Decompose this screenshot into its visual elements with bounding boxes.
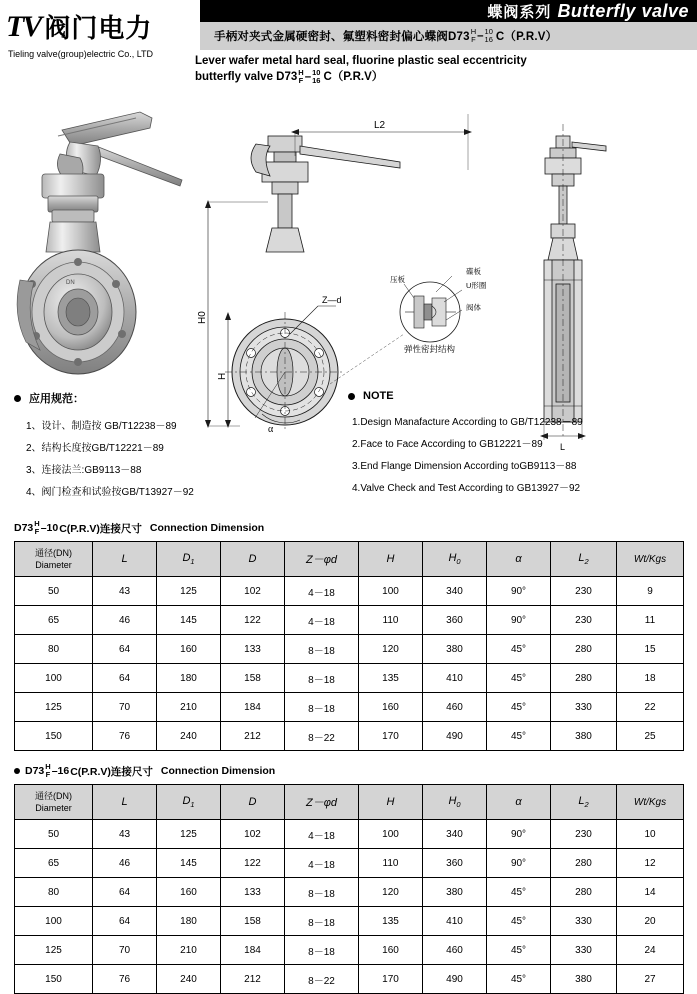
cell-d1: 240: [157, 965, 221, 994]
bullet-icon: [14, 395, 21, 402]
cell-d1: 145: [157, 606, 221, 635]
cell-alpha: 45°: [487, 635, 551, 664]
cell-h0: 380: [423, 635, 487, 664]
col-h0: $H_0$: [423, 542, 487, 577]
cell-d: 184: [221, 693, 285, 722]
table-row: [15, 820, 684, 849]
cell-weight: 14: [617, 878, 684, 907]
cell-h: 110: [359, 606, 423, 635]
header-description-en: [195, 54, 695, 85]
cell-d1: 160: [157, 635, 221, 664]
cell-l2: 380: [551, 722, 617, 751]
cell-d1: 180: [157, 664, 221, 693]
cell-h: 120: [359, 878, 423, 907]
col-h: H: [359, 542, 423, 577]
cell-weight: 22: [617, 693, 684, 722]
header-model-fraction-pn: 10 16: [484, 27, 493, 44]
col-d: D: [221, 542, 285, 577]
table2-title-a: D73: [25, 765, 45, 777]
cell-d: 122: [221, 606, 285, 635]
header-description-line2-b: C（P.R.V）: [323, 70, 384, 83]
cell-weight: 20: [617, 907, 684, 936]
cell-l2: 280: [551, 878, 617, 907]
note-item: 1.Design Manafacture According to GB/T12238－89: [352, 417, 583, 428]
cell-d: 158: [221, 664, 285, 693]
col-diameter: 通径(DN) Diameter: [15, 785, 93, 820]
table2-title-b: C(P.R.V)连接尺寸: [70, 765, 153, 778]
cell-h: 100: [359, 820, 423, 849]
header-description-line2-a: butterfly valve D73: [195, 70, 298, 83]
drawing-label-zd: Z—d: [322, 295, 342, 305]
connection-dimension-table-2: [14, 784, 684, 994]
seal-callout-fati: 阀体: [466, 303, 481, 312]
table-row: [15, 878, 684, 907]
cell-diameter: 80: [15, 878, 93, 907]
table1-fraction-hf: H F: [34, 519, 40, 536]
notes-section: [0, 390, 697, 520]
cell-weight: 18: [617, 664, 684, 693]
cell-h: 170: [359, 965, 423, 994]
seal-detail-title: 弹性密封结构: [404, 344, 456, 354]
cell-diameter: 50: [15, 820, 93, 849]
cell-alpha: 90°: [487, 820, 551, 849]
col-zd: Z－φd: [285, 785, 359, 820]
product-photo: [17, 112, 182, 374]
cell-h: 120: [359, 635, 423, 664]
logo-company-name-en: Tieling valve(group)electric Co., LTD: [8, 49, 154, 59]
cell-diameter: 100: [15, 664, 93, 693]
cell-diameter: 125: [15, 693, 93, 722]
table1-dash: –: [40, 522, 47, 534]
cell-d1: 125: [157, 577, 221, 606]
note-item: 4、阀门检查和试验按GB/T13927－92: [26, 487, 194, 498]
note-item: 3.End Flange Dimension According toGB9113－88: [352, 461, 577, 472]
cell-d: 102: [221, 577, 285, 606]
table1-title-en: Connection Dimension: [149, 522, 265, 534]
cell-l2: 330: [551, 907, 617, 936]
cell-l: 43: [93, 577, 157, 606]
cell-h: 135: [359, 664, 423, 693]
drawing-label-h0: H0: [197, 311, 208, 324]
table-row: [15, 936, 684, 965]
cell-l: 43: [93, 820, 157, 849]
cell-zd: 8－18: [285, 907, 359, 936]
logo-company-name-cn: 阀门电力: [44, 13, 153, 43]
svg-text:DN: DN: [66, 280, 75, 286]
cell-zd: 8－18: [285, 635, 359, 664]
cell-l2: 330: [551, 936, 617, 965]
cell-h0: 410: [423, 664, 487, 693]
company-logo: [6, 8, 196, 59]
header-title-bar: [200, 0, 697, 22]
header-subtitle-bar: [200, 22, 697, 50]
cell-d: 158: [221, 907, 285, 936]
cell-weight: 10: [617, 820, 684, 849]
cell-h0: 340: [423, 577, 487, 606]
table2-dash: –: [51, 765, 58, 777]
drawing-label-alpha: α: [268, 424, 274, 435]
cell-l2: 230: [551, 820, 617, 849]
note-item: 4.Valve Check and Test According to GB13927－92: [352, 483, 581, 494]
col-weight: Wt/Kgs: [617, 785, 684, 820]
cell-h0: 380: [423, 878, 487, 907]
note-item: 3、连接法兰:GB9113－88: [26, 465, 142, 476]
cell-l2: 280: [551, 664, 617, 693]
cell-l2: 280: [551, 849, 617, 878]
seal-callout-dieban: 碟板: [466, 267, 481, 276]
cell-diameter: 125: [15, 936, 93, 965]
cell-d1: 210: [157, 936, 221, 965]
table1-title-b: C(P.R.V)连接尺寸: [59, 522, 142, 535]
note-item: 2.Face to Face According to GB12221－89: [352, 439, 543, 450]
cell-h0: 360: [423, 606, 487, 635]
cell-weight: 11: [617, 606, 684, 635]
header-subtitle-cn-a: 手柄对夹式金属硬密封、氟塑料密封偏心蝶阀D73: [214, 31, 470, 43]
col-diameter: 通径(DN) Diameter: [15, 542, 93, 577]
cell-alpha: 45°: [487, 965, 551, 994]
table1-title-a: D73: [14, 522, 34, 534]
cell-l: 76: [93, 965, 157, 994]
cell-d1: 180: [157, 907, 221, 936]
cell-l: 70: [93, 936, 157, 965]
table-row: [15, 635, 684, 664]
cell-l: 46: [93, 849, 157, 878]
cell-zd: 4－18: [285, 849, 359, 878]
drawing-label-l2: L2: [374, 120, 386, 131]
table1-pn: 10: [46, 522, 59, 534]
notes-right-heading-row: [348, 390, 688, 402]
cell-d1: 240: [157, 722, 221, 751]
cell-d1: 210: [157, 693, 221, 722]
col-l: L: [93, 785, 157, 820]
cell-h: 100: [359, 577, 423, 606]
drawing-label-h: H: [217, 372, 228, 380]
cell-h: 170: [359, 722, 423, 751]
header-description-line2: [195, 69, 695, 85]
cell-weight: 24: [617, 936, 684, 965]
col-d1: $D_1$: [157, 542, 221, 577]
header-description-line1: Lever wafer metal hard seal, fluorine plastic seal eccentricity: [195, 55, 527, 67]
cell-l: 70: [93, 693, 157, 722]
table-row: [15, 664, 684, 693]
col-l2: $L_2$: [551, 542, 617, 577]
cell-alpha: 90°: [487, 577, 551, 606]
bullet-icon: [14, 768, 20, 774]
cell-diameter: 65: [15, 606, 93, 635]
cell-h0: 360: [423, 849, 487, 878]
notes-left-column: [14, 390, 344, 504]
cell-alpha: 90°: [487, 849, 551, 878]
cell-l: 64: [93, 907, 157, 936]
table-row: [15, 693, 684, 722]
table1-body: [15, 577, 684, 751]
cell-diameter: 50: [15, 577, 93, 606]
col-d: D: [221, 785, 285, 820]
table1-section: [14, 520, 683, 751]
cell-l: 64: [93, 664, 157, 693]
cell-d: 122: [221, 849, 285, 878]
cell-alpha: 45°: [487, 936, 551, 965]
header-title-en: Butterfly valve: [557, 0, 689, 21]
cell-h0: 490: [423, 722, 487, 751]
cell-zd: 8－18: [285, 664, 359, 693]
cell-h0: 340: [423, 820, 487, 849]
cell-l2: 230: [551, 577, 617, 606]
seal-detail: [330, 276, 462, 384]
note-item: 1、设计、制造按 GB/T12238－89: [26, 421, 177, 432]
cell-d1: 125: [157, 820, 221, 849]
cell-l2: 380: [551, 965, 617, 994]
cell-l2: 280: [551, 635, 617, 664]
col-h: H: [359, 785, 423, 820]
cell-alpha: 45°: [487, 693, 551, 722]
cell-zd: 4－18: [285, 606, 359, 635]
table-row: [15, 849, 684, 878]
seal-callout-uring: U形圈: [466, 281, 487, 290]
cell-h0: 490: [423, 965, 487, 994]
col-zd: Z－φd: [285, 542, 359, 577]
table2-title-en: Connection Dimension: [160, 765, 276, 777]
table-row: [15, 606, 684, 635]
col-weight: Wt/Kgs: [617, 542, 684, 577]
cell-l: 64: [93, 635, 157, 664]
cell-d: 133: [221, 635, 285, 664]
cell-alpha: 45°: [487, 878, 551, 907]
cell-d: 184: [221, 936, 285, 965]
page-header: [0, 0, 697, 85]
header-desc-fraction-pn: 10 16: [312, 68, 321, 85]
cell-l: 46: [93, 606, 157, 635]
cell-diameter: 80: [15, 635, 93, 664]
cell-zd: 8－22: [285, 722, 359, 751]
header-subtitle-cn-b: C（P.R.V）: [495, 31, 558, 43]
cell-l: 76: [93, 722, 157, 751]
header-title-cn: 蝶阀系列: [487, 3, 552, 21]
cell-alpha: 45°: [487, 664, 551, 693]
cell-h: 160: [359, 693, 423, 722]
cell-zd: 8－18: [285, 693, 359, 722]
cell-h: 160: [359, 936, 423, 965]
table-row: [15, 722, 684, 751]
table-row: [15, 907, 684, 936]
cell-d: 102: [221, 820, 285, 849]
cell-diameter: 100: [15, 907, 93, 936]
table2-header-row: [15, 785, 684, 820]
notes-left-heading: 应用规范：: [29, 393, 84, 405]
table2-title: [14, 763, 683, 779]
seal-callout-yaban: 压板: [390, 275, 405, 284]
table2-section: [14, 763, 683, 994]
cell-h: 135: [359, 907, 423, 936]
notes-right-column: [348, 390, 688, 500]
cell-h0: 460: [423, 936, 487, 965]
table1-header-row: [15, 542, 684, 577]
header-model-fraction-hf: H F: [470, 27, 477, 44]
cell-l: 64: [93, 878, 157, 907]
header-desc-fraction-hf: H F: [298, 68, 304, 85]
bullet-icon: [348, 393, 355, 400]
drawing-label-l: L: [560, 442, 566, 452]
cell-diameter: 150: [15, 722, 93, 751]
cell-alpha: 45°: [487, 907, 551, 936]
cell-zd: 8－22: [285, 965, 359, 994]
col-alpha: α: [487, 785, 551, 820]
table-row: [15, 577, 684, 606]
cell-weight: 15: [617, 635, 684, 664]
table-row: [15, 965, 684, 994]
cell-l2: 330: [551, 693, 617, 722]
header-desc-dash: –: [304, 70, 312, 83]
logo-mark: TV: [6, 9, 41, 43]
col-d1: $D_1$: [157, 785, 221, 820]
col-l: L: [93, 542, 157, 577]
notes-right-heading: NOTE: [363, 390, 394, 402]
cell-d: 133: [221, 878, 285, 907]
note-item: 2、结构长度按GB/T12221－89: [26, 443, 164, 454]
cell-d: 212: [221, 965, 285, 994]
cell-zd: 4－18: [285, 577, 359, 606]
cell-zd: 8－18: [285, 936, 359, 965]
cell-h0: 410: [423, 907, 487, 936]
cell-l2: 230: [551, 606, 617, 635]
cell-alpha: 45°: [487, 722, 551, 751]
cell-weight: 9: [617, 577, 684, 606]
cell-weight: 25: [617, 722, 684, 751]
cell-d1: 160: [157, 878, 221, 907]
notes-left-heading-row: [14, 390, 344, 406]
header-model-dash: –: [477, 30, 484, 42]
cell-diameter: 65: [15, 849, 93, 878]
cell-weight: 27: [617, 965, 684, 994]
table2-pn: 16: [57, 765, 70, 777]
connection-dimension-table-1: [14, 541, 684, 751]
col-l2: $L_2$: [551, 785, 617, 820]
cell-d1: 145: [157, 849, 221, 878]
cell-alpha: 90°: [487, 606, 551, 635]
cell-d: 212: [221, 722, 285, 751]
cell-weight: 12: [617, 849, 684, 878]
table2-fraction-hf: H F: [45, 762, 51, 779]
cell-h0: 460: [423, 693, 487, 722]
cell-h: 110: [359, 849, 423, 878]
cell-diameter: 150: [15, 965, 93, 994]
table1-title: [14, 520, 683, 536]
cell-zd: 8－18: [285, 878, 359, 907]
col-h0: $H_0$: [423, 785, 487, 820]
cell-zd: 4－18: [285, 820, 359, 849]
table2-body: [15, 820, 684, 994]
col-alpha: α: [487, 542, 551, 577]
